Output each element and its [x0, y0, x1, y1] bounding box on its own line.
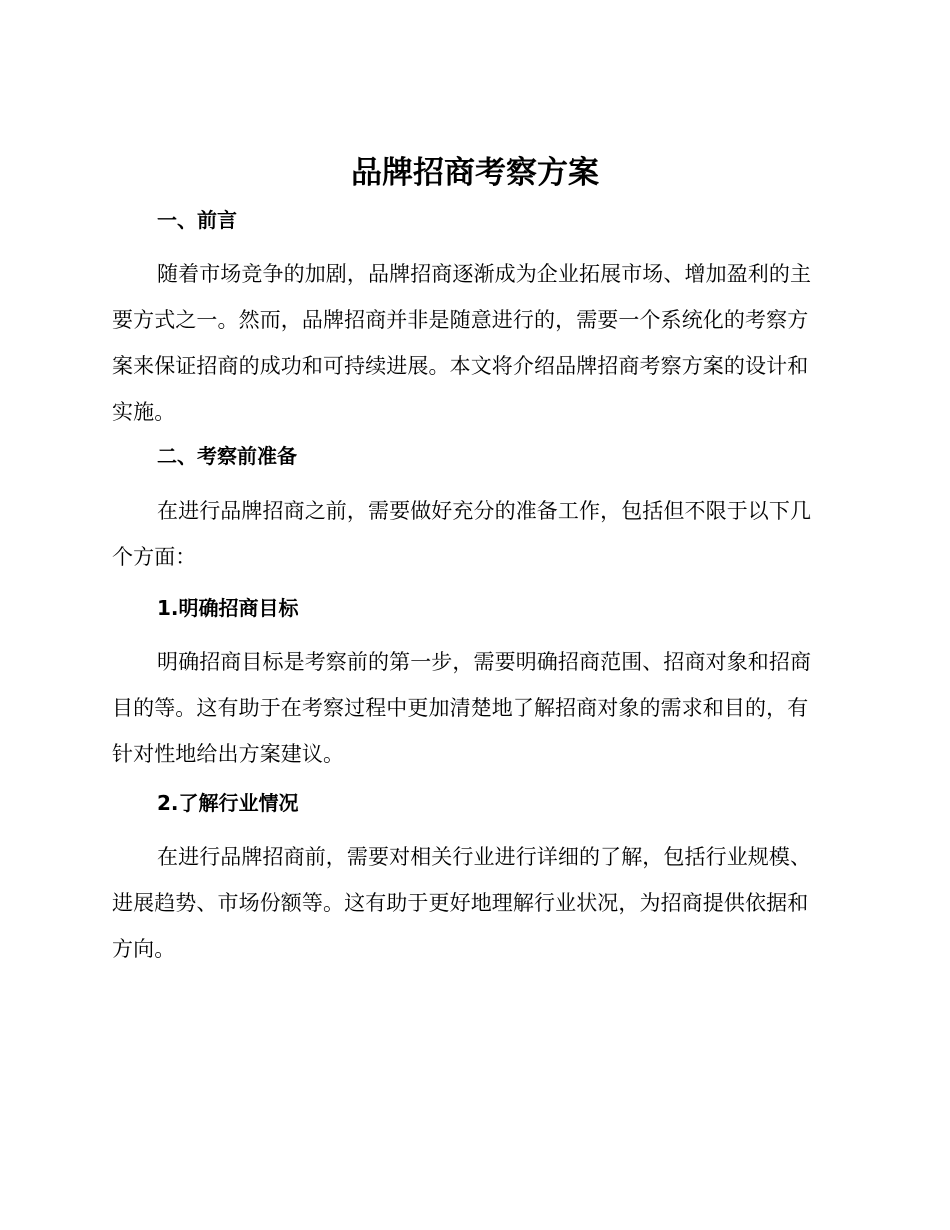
- section-heading-preparation: 二、考察前准备: [157, 444, 297, 468]
- paragraph-goals: [112, 639, 832, 777]
- paragraph-line: 在进行品牌招商前，需要对相关行业进行详细的了解，包括行业规模、: [157, 845, 812, 869]
- paragraph-line: 案来保证招商的成功和可持续进展。本文将介绍品牌招商考察方案的设计和: [112, 354, 809, 378]
- subsection-heading-industry: 2.了解行业情况: [157, 791, 299, 815]
- paragraph-line: 目的等。这有助于在考察过程中更加清楚地了解招商对象的需求和目的，有: [112, 696, 809, 720]
- subsection-heading-goals: 1.明确招商目标: [157, 596, 299, 620]
- paragraph-line: 在进行品牌招商之前，需要做好充分的准备工作，包括但不限于以下几: [157, 499, 812, 523]
- paragraph-preface: [112, 251, 832, 435]
- paragraph-industry: [112, 834, 832, 972]
- paragraph-line: 明确招商目标是考察前的第一步，需要明确招商范围、招商对象和招商: [157, 650, 812, 674]
- paragraph-line: 要方式之一。然而，品牌招商并非是随意进行的，需要一个系统化的考察方: [112, 308, 809, 332]
- section-heading-preface: 一、前言: [157, 208, 237, 232]
- paragraph-preparation: [112, 488, 832, 580]
- paragraph-line: 实施。: [112, 400, 176, 424]
- paragraph-line: 个方面：: [112, 545, 197, 569]
- paragraph-line: 随着市场竞争的加剧，品牌招商逐渐成为企业拓展市场、增加盈利的主: [157, 262, 812, 286]
- paragraph-line: 方向。: [112, 937, 176, 961]
- paragraph-line: 进展趋势、市场份额等。这有助于更好地理解行业状况，为招商提供依据和: [112, 891, 809, 915]
- paragraph-line: 针对性地给出方案建议。: [112, 742, 345, 766]
- document-title: 品牌招商考察方案: [351, 155, 599, 191]
